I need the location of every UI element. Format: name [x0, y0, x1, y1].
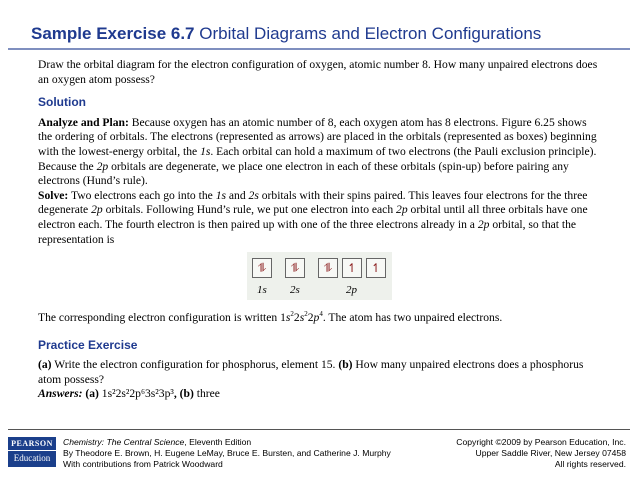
config-text: 2 [307, 311, 314, 324]
book-authors: By Theodore E. Brown, H. Eugene LeMay, Bruce E. Bursten, and Catherine J. Murphy [63, 448, 391, 458]
practice-heading: Practice Exercise [38, 337, 138, 352]
footer-copyright [456, 437, 626, 470]
plan-text: orbitals are degenerate, we place one electron in each of these orbitals (spin-up) before pairing any electrons (Hund’s rule). [38, 159, 569, 188]
footer-divider [8, 429, 630, 430]
analyze-plan-paragraph [38, 116, 598, 189]
answer-b-label: , (b) [173, 387, 194, 401]
solve-text: orbitals with their spins paired. This leaves four electrons for the three degenerate [38, 188, 588, 217]
answer-a-config: 1s²2s²2p⁶3s²3p³ [98, 387, 174, 401]
solve-text: Two electrons each go into the [68, 188, 216, 202]
exercise-content-lower [38, 311, 598, 402]
part-b-label: (b) [338, 358, 353, 372]
copyright-line: Copyright ©2009 by Pearson Education, Inc. [456, 437, 626, 447]
orbital-term: 2p [96, 159, 109, 173]
logo-bottom-text: Education [13, 453, 51, 463]
orbital-term: 2p [477, 217, 490, 231]
answer-a-label: (a) [82, 387, 99, 401]
exercise-content [38, 58, 598, 247]
part-a-label: (a) [38, 358, 52, 372]
solution-heading: Solution [38, 95, 86, 110]
config-orbital: s [285, 311, 291, 324]
solve-paragraph [38, 189, 598, 247]
config-text: 2 [293, 311, 300, 324]
problem-statement: Draw the orbital diagram for the electron configuration of oxygen, atomic number 8. How many unpaired electrons does an oxygen atom possess? [38, 58, 598, 86]
pearson-logo [8, 437, 56, 467]
solve-text: and [226, 188, 249, 202]
orbital-label-1s: 1s [257, 284, 267, 296]
analyze-plan-label: Analyze and Plan: [38, 115, 129, 129]
title-exercise-number: Sample Exercise 6.7 [31, 24, 195, 43]
orbital-box-1s: ⥮ [252, 258, 272, 278]
orbital-term: 2p [396, 203, 408, 217]
solve-text: orbital, so that the representation is [38, 217, 577, 246]
config-exponent: 4 [319, 310, 323, 319]
electron-configuration-sentence [38, 311, 598, 326]
orbital-box-2p-1: ⥮ [318, 258, 338, 278]
orbital-label-2p: 2p [346, 284, 357, 296]
book-title-line [63, 437, 391, 448]
config-exponent: 2 [290, 310, 294, 319]
book-title: Chemistry: The Central Science [63, 437, 185, 447]
practice-question [38, 358, 598, 387]
footer-book-info [63, 437, 391, 470]
practice-answers [38, 387, 598, 402]
book-contributions: With contributions from Patrick Woodward [63, 459, 223, 469]
part-b-text: How many unpaired electrons does a phosphorus atom possess? [38, 358, 584, 386]
orbital-term: 1s [200, 144, 211, 158]
orbital-term: 1s [215, 188, 226, 202]
solve-text: orbital until all three orbitals have one electron each. The fourth electron is then paired up with one of the three electrons already in a [38, 203, 588, 231]
config-exponent: 2 [304, 310, 308, 319]
orbital-box-2s: ⥮ [285, 258, 305, 278]
config-orbital: p [313, 311, 320, 324]
plan-text: Because oxygen has an atomic number of 8, each oxygen atom has 8 electrons. Figure 6.25 shows the ordering of orbitals. The electrons (represented as arrows) are placed in the orbitals (represented as boxes) beginning with the lowest-energy orbital, the [38, 115, 597, 158]
orbital-label-2s: 2s [290, 284, 300, 296]
part-a-text: Write the electron configuration for phosphorus, element 15. [51, 358, 339, 372]
page-title [31, 24, 541, 44]
title-topic: Orbital Diagrams and Electron Configurations [199, 24, 542, 43]
orbital-box-2p-2: ↿ [342, 258, 362, 278]
orbital-term: 2p [91, 203, 103, 217]
orbital-diagram [247, 252, 392, 300]
plan-text: . Each orbital can hold a maximum of two electrons (the Pauli exclusion principle). Because the [38, 144, 597, 173]
title-divider [8, 48, 630, 50]
title-bar [0, 0, 638, 52]
orbital-term: 2s [248, 188, 259, 202]
config-text: The corresponding electron configuration is written 1 [38, 311, 286, 324]
book-edition: , Eleventh Edition [184, 437, 252, 447]
solve-text: orbitals. Following Hund’s rule, we put one electron into each [102, 203, 397, 217]
logo-top-text: PEARSON [8, 437, 56, 451]
config-text: . The atom has two unpaired electrons. [322, 311, 503, 324]
config-orbital: s [299, 311, 305, 324]
answers-label: Answers: [38, 387, 83, 401]
rights-line: All rights reserved. [554, 459, 626, 469]
publisher-location: Upper Saddle River, New Jersey 07458 [475, 448, 626, 458]
answer-b-text: three [193, 387, 220, 401]
solve-label: Solve: [38, 188, 69, 202]
orbital-box-2p-3: ↿ [366, 258, 386, 278]
